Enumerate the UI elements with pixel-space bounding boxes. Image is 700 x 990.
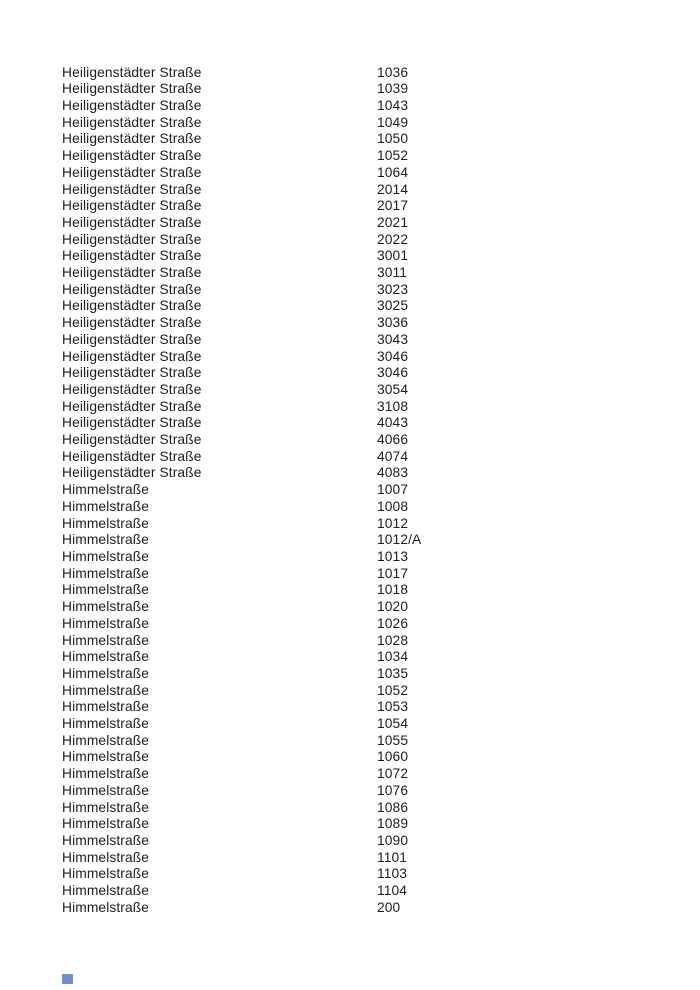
street-name: Himmelstraße <box>62 582 150 598</box>
street-name: Himmelstraße <box>62 832 150 848</box>
street-name: Heiligenstädter Straße <box>62 432 202 448</box>
address-row <box>62 148 622 165</box>
house-number: 1020 <box>377 599 409 615</box>
house-number: 3036 <box>377 315 409 331</box>
house-number: 4074 <box>377 448 409 464</box>
house-number: 1049 <box>377 114 409 130</box>
address-row <box>62 516 622 533</box>
address-row <box>62 248 622 265</box>
house-number: 1072 <box>377 766 409 782</box>
address-row <box>62 65 622 82</box>
house-number: 1055 <box>377 732 409 748</box>
street-name: Himmelstraße <box>62 548 150 564</box>
address-row <box>62 582 622 599</box>
house-number: 1039 <box>377 81 409 97</box>
street-name: Himmelstraße <box>62 682 150 698</box>
address-row <box>62 599 622 616</box>
address-row <box>62 215 622 232</box>
street-name: Himmelstraße <box>62 665 150 681</box>
house-number: 1013 <box>377 548 409 564</box>
house-number: 1050 <box>377 131 409 147</box>
address-row <box>62 482 622 499</box>
house-number: 3025 <box>377 298 409 314</box>
address-row <box>62 98 622 115</box>
house-number: 2017 <box>377 198 409 214</box>
street-name: Himmelstraße <box>62 599 150 615</box>
street-name: Heiligenstädter Straße <box>62 465 202 481</box>
address-row <box>62 566 622 583</box>
address-row <box>62 115 622 132</box>
street-name: Himmelstraße <box>62 649 150 665</box>
address-row <box>62 432 622 449</box>
house-number: 1054 <box>377 716 409 732</box>
address-row <box>62 633 622 650</box>
street-name: Heiligenstädter Straße <box>62 148 202 164</box>
house-number: 1008 <box>377 498 409 514</box>
street-name: Himmelstraße <box>62 732 150 748</box>
street-name: Heiligenstädter Straße <box>62 181 202 197</box>
house-number: 1103 <box>377 866 408 882</box>
street-name: Heiligenstädter Straße <box>62 281 202 297</box>
street-name: Himmelstraße <box>62 482 150 498</box>
house-number: 1007 <box>377 482 409 498</box>
street-name: Himmelstraße <box>62 749 150 765</box>
street-name: Heiligenstädter Straße <box>62 231 202 247</box>
address-row <box>62 683 622 700</box>
house-number: 4043 <box>377 415 409 431</box>
street-name: Himmelstraße <box>62 766 150 782</box>
address-row <box>62 766 622 783</box>
house-number: 1034 <box>377 649 409 665</box>
street-name: Himmelstraße <box>62 565 150 581</box>
street-name: Himmelstraße <box>62 899 150 915</box>
street-name: Himmelstraße <box>62 782 150 798</box>
street-name: Heiligenstädter Straße <box>62 365 202 381</box>
house-number: 1060 <box>377 749 409 765</box>
address-row <box>62 666 622 683</box>
house-number: 1076 <box>377 782 409 798</box>
address-row <box>62 315 622 332</box>
street-name: Heiligenstädter Straße <box>62 164 202 180</box>
address-row <box>62 532 622 549</box>
house-number: 1052 <box>377 682 409 698</box>
house-number: 4066 <box>377 432 409 448</box>
house-number: 1012 <box>377 515 409 531</box>
street-name: Heiligenstädter Straße <box>62 381 202 397</box>
street-name: Heiligenstädter Straße <box>62 98 202 113</box>
street-name: Heiligenstädter Straße <box>62 64 202 80</box>
address-row <box>62 165 622 182</box>
street-name: Himmelstraße <box>62 699 150 715</box>
street-name: Heiligenstädter Straße <box>62 248 202 264</box>
house-number: 1086 <box>377 799 409 815</box>
house-number: 2014 <box>377 181 409 197</box>
street-name: Heiligenstädter Straße <box>62 348 202 364</box>
house-number: 1052 <box>377 148 409 164</box>
address-row <box>62 883 622 900</box>
address-row <box>62 749 622 766</box>
house-number: 1089 <box>377 816 409 832</box>
address-row <box>62 900 622 917</box>
address-row <box>62 198 622 215</box>
street-name: Heiligenstädter Straße <box>62 315 202 331</box>
address-row <box>62 783 622 800</box>
street-name: Himmelstraße <box>62 498 150 514</box>
address-list <box>62 65 622 917</box>
street-name: Heiligenstädter Straße <box>62 198 202 214</box>
house-number: 200 <box>377 899 401 915</box>
street-name: Heiligenstädter Straße <box>62 131 202 147</box>
address-row <box>62 816 622 833</box>
address-row <box>62 349 622 366</box>
house-number: 3108 <box>377 398 409 414</box>
house-number: 1036 <box>377 64 409 80</box>
street-name: Himmelstraße <box>62 716 150 732</box>
address-row <box>62 699 622 716</box>
address-row <box>62 850 622 867</box>
address-row <box>62 733 622 750</box>
street-name: Heiligenstädter Straße <box>62 415 202 431</box>
house-number: 2022 <box>377 231 409 247</box>
street-name: Heiligenstädter Straße <box>62 298 202 314</box>
street-name: Himmelstraße <box>62 866 150 882</box>
address-row <box>62 800 622 817</box>
address-row <box>62 365 622 382</box>
house-number: 1018 <box>377 582 409 598</box>
street-name: Himmelstraße <box>62 799 150 815</box>
address-row <box>62 465 622 482</box>
address-row <box>62 282 622 299</box>
street-name: Himmelstraße <box>62 615 150 631</box>
house-number: 1104 <box>377 883 408 899</box>
address-row <box>62 298 622 315</box>
address-row <box>62 716 622 733</box>
house-number: 1035 <box>377 665 409 681</box>
address-row <box>62 182 622 199</box>
address-row <box>62 449 622 466</box>
street-name: Heiligenstädter Straße <box>62 265 202 281</box>
address-row <box>62 382 622 399</box>
address-row <box>62 616 622 633</box>
street-name: Himmelstraße <box>62 515 150 531</box>
address-row <box>62 649 622 666</box>
address-row <box>62 399 622 416</box>
house-number: 3023 <box>377 281 409 297</box>
address-row <box>62 81 622 98</box>
house-number: 3046 <box>377 365 409 381</box>
street-name: Himmelstraße <box>62 532 150 548</box>
house-number: 1012/A <box>377 532 422 548</box>
house-number: 3011 <box>377 265 408 281</box>
street-name: Heiligenstädter Straße <box>62 214 202 230</box>
house-number: 1090 <box>377 832 409 848</box>
street-name: Heiligenstädter Straße <box>62 448 202 464</box>
house-number: 1053 <box>377 699 409 715</box>
address-row <box>62 265 622 282</box>
house-number: 3054 <box>377 381 409 397</box>
house-number: 1028 <box>377 632 409 648</box>
street-name: Himmelstraße <box>62 849 150 865</box>
house-number: 1017 <box>377 565 409 581</box>
address-row <box>62 549 622 566</box>
house-number: 3001 <box>377 248 409 264</box>
street-name: Heiligenstädter Straße <box>62 398 202 414</box>
address-row <box>62 232 622 249</box>
street-name: Himmelstraße <box>62 883 150 899</box>
street-name: Heiligenstädter Straße <box>62 331 202 347</box>
house-number: 1043 <box>377 98 409 113</box>
house-number: 4083 <box>377 465 409 481</box>
address-row <box>62 415 622 432</box>
house-number: 1064 <box>377 164 409 180</box>
house-number: 1026 <box>377 615 409 631</box>
street-name: Heiligenstädter Straße <box>62 114 202 130</box>
address-row <box>62 131 622 148</box>
address-row <box>62 833 622 850</box>
address-row <box>62 332 622 349</box>
address-row <box>62 499 622 516</box>
street-name: Himmelstraße <box>62 816 150 832</box>
footer-marker <box>62 974 73 984</box>
house-number: 3046 <box>377 348 409 364</box>
house-number: 1101 <box>377 849 408 865</box>
address-row <box>62 866 622 883</box>
street-name: Heiligenstädter Straße <box>62 81 202 97</box>
house-number: 3043 <box>377 331 409 347</box>
house-number: 2021 <box>377 214 409 230</box>
street-name: Himmelstraße <box>62 632 150 648</box>
